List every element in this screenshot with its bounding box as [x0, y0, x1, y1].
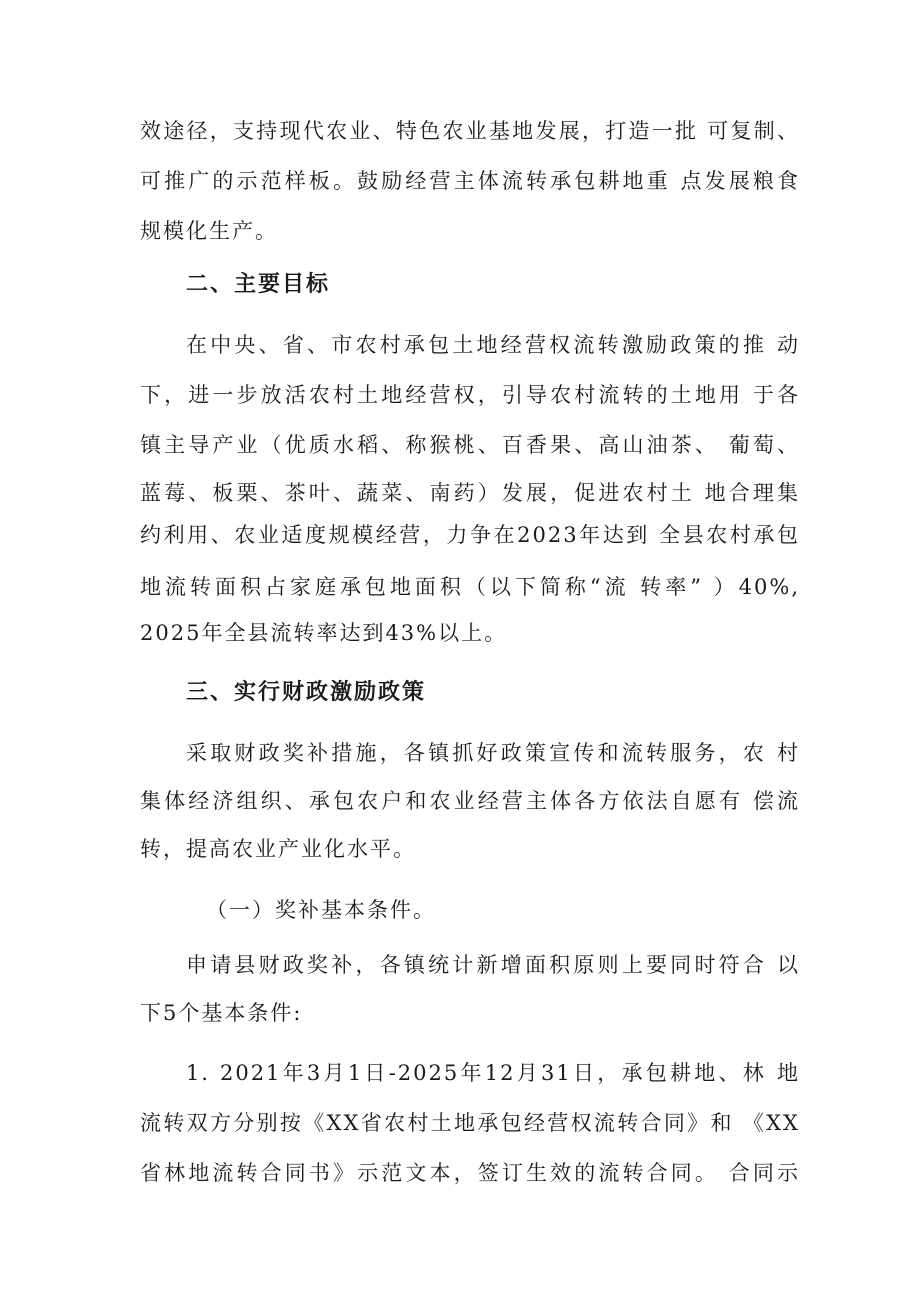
section-heading: 三、实行财政激励政策: [186, 680, 427, 705]
body-text-line: 镇主导产业（优质水稻、称猴桃、百香果、高山油茶、 葡萄、: [140, 433, 800, 457]
body-text-line: 在中央、省、市农村承包土地经营权流转激励政策的推 动: [186, 333, 800, 357]
body-text-line: 流转双方分别按《XX省农村土地承包经营权流转合同》和 《XX: [140, 1111, 800, 1135]
body-text-line: 申请县财政奖补，各镇统计新增面积原则上要同时符合 以: [186, 953, 800, 977]
body-text-line: 下5个基本条件:: [140, 1001, 303, 1025]
body-text-line: 省林地流转合同书》示范文本，签订生效的流转合同。 合同示: [140, 1161, 800, 1185]
body-text-line: 蓝莓、板栗、茶叶、蔬菜、南药）发展，促进农村土 地合理集: [140, 481, 800, 505]
sub-heading: （一）奖补基本条件。: [206, 898, 436, 922]
body-text-line: 下，进一步放活农村土地经营权，引导农村流转的土地用 于各: [140, 383, 800, 407]
body-text-line: 效途径，支持现代农业、特色农业基地发展，打造一批 可复制、: [140, 119, 800, 143]
body-text-line: 约利用、农业适度规模经营，力争在2023年达到 全县农村承包: [140, 523, 800, 547]
body-text-line: 2025年全县流转率达到43%以上。: [140, 621, 508, 645]
body-text-line: 采取财政奖补措施，各镇抓好政策宣传和流转服务，农 村: [186, 741, 800, 765]
body-text-line: 转，提高农业产业化水平。: [140, 837, 416, 861]
list-item-line: 1. 2021年3月1日-2025年12月31日，承包耕地、林 地: [186, 1061, 800, 1085]
body-text-line: 规模化生产。: [140, 219, 278, 243]
body-text-line: 集体经济组织、承包农户和农业经营主体各方依法自愿有 偿流: [140, 789, 800, 813]
body-text-line: 可推广的示范样板。鼓励经营主体流转承包耕地重 点发展粮食: [140, 169, 800, 193]
section-heading: 二、主要目标: [186, 272, 331, 297]
body-text-line: 地流转面积占家庭承包地面积（以下简称“流 转率” ）40%,: [140, 575, 800, 599]
